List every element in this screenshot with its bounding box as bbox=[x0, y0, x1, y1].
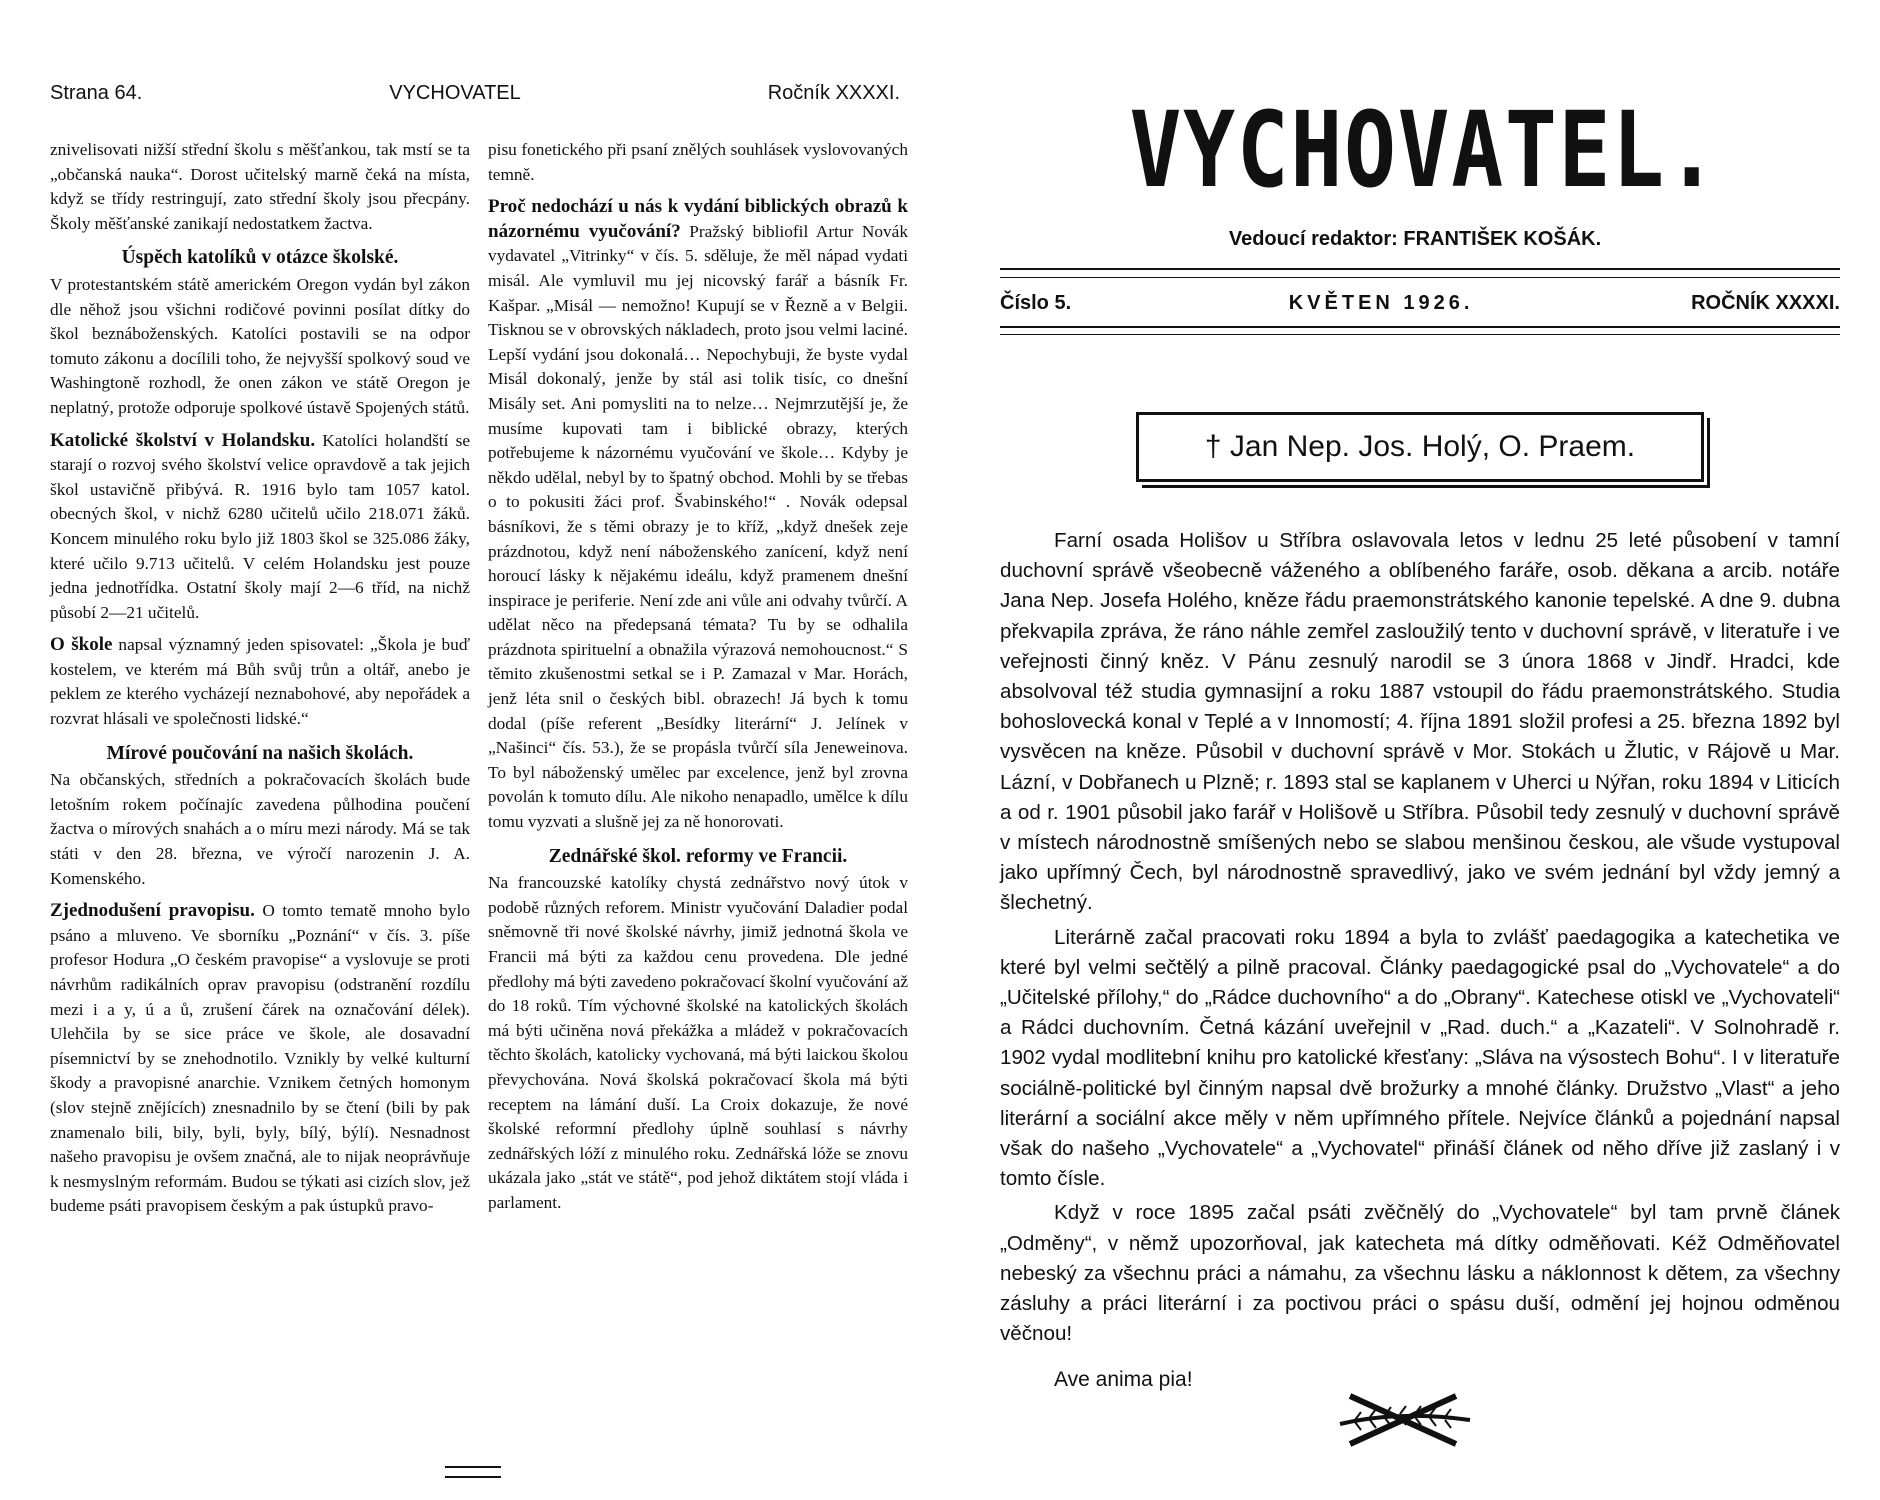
obituary-title: † Jan Nep. Jos. Holý, O. Praem. bbox=[1204, 430, 1636, 463]
article bbox=[50, 633, 470, 731]
article-heading: Mírové poučování na našich školách. bbox=[106, 742, 414, 764]
article-heading: Zjednodušení pravopisu. bbox=[50, 900, 255, 922]
obituary-paragraph: Když v roce 1895 začal psáti zvěčnělý do „Vychovatele“ byl tam prvně článek „Odměny“, v němž upozorňoval, jak katecheta má dítky odměňovati. Kéž Odměňovatel nebeský za všechnu práci a námahu, za všechnu lásku a náklonnost k dětem, za všechny zásluhy a práci literární i za poctivou práci o spásu duší, odmění jej hojnou odměnou věčnou! bbox=[1000, 1201, 1840, 1346]
article-heading: O škole bbox=[50, 634, 113, 656]
rule bbox=[1000, 277, 1840, 278]
issue-line bbox=[1000, 292, 1840, 315]
article-text: Na občanských, středních a pokračovacích školách bude letošním rokem počínajíc zavedena půlhodina poučení žactva o mírových snahách a o míru mezi národy. Má se tak státi v den 28. března, ve výročí narozenin J. A. Komenského. bbox=[50, 770, 470, 888]
rule bbox=[1000, 334, 1840, 335]
masthead: VYCHOVATEL. bbox=[1129, 89, 1720, 211]
column-1 bbox=[50, 138, 470, 1219]
palm-cross-ornament-icon bbox=[1330, 1390, 1480, 1452]
page-number: Strana 64. bbox=[50, 82, 143, 104]
article-text: Pražský bibliofil Artur Novák vydavatel „Vitrinky“ v čís. 5. sděluje, že měl nápad vydati misál. Ale vymluvil mu jej nicovský farář a básník Fr. Kašpar. „Misál — nemožno! Kupují se v Řezně a v Belgii. Tisknou se v obrovských nákladech, proto jsou velmi laciné. Lepší vydání jsou dokonalá… Nepochybuji, že byste vydal Misál dokonalý, jenže by stál asi tolik tisíc, co dnešní Misály set. Ani pomysliti na to nelze… Nejmrzutější je, že musíme kupovati tam i biblické obrazy, kterých potřebujeme k názornému vyučování ve škole… Kdyby je někdo udělal, nebyl by to špatný obchod. Mohli by se třebas o to pokusiti žáci prof. Švabinského!“ . Novák odepsal básníkovi, že s těmi obrazy je to kříž, „když dnešek zeje prázdnotou, když není náboženského zanícení, když není horoucí lásky k nějakému ideálu, když pramenem dnešní inspirace je periferie. Není zde ani vůle ani odvahy tvůrčí. A udělat něco na předepsaná témata? Tu by se odhalila prázdnota spirituelní a obnažila výrazová nemohoucnost.“ S těmito zkušenostmi setkal se i P. Zamazal v Mar. Horách, jenž léta snil o českých bibl. obrazech! Já bych k tomu dodal (píše referent „Besídky literární“ J. Jelínek v „Našinci“ čís. 53.), že se propásla tvůrčí síla Jeneweinova. To byl náboženský umělec par excelence, jenž byl zrovna povolán k tomuto dílu. Ale nikoho nenapadlo, umělce k dílu tomu vyzvati a slušně jej za ně honorovati. bbox=[488, 221, 908, 832]
article bbox=[50, 899, 470, 1219]
volume-label: Ročník XXXXI. bbox=[767, 82, 900, 104]
rule bbox=[1000, 326, 1840, 328]
article bbox=[50, 429, 470, 626]
article-text: V protestantském státě americkém Oregon vydán byl zákon dle něhož jsou všichni rodičové povinni posílat dítky do škol beznáboženských. Katolíci postavili se na odpor tomuto zákonu a docílili toho, že nejvyšší spolkový soud ve Washingtoně rozhodl, že onen zákon ve státě Oregon je neplatný, protože odporuje spolkové ústavě Spojených států. bbox=[50, 274, 470, 417]
article-heading: Zednářské škol. reformy ve Francii. bbox=[548, 845, 848, 867]
article-text: napsal významný jeden spisovatel: „Škola je buď kostelem, ve kterém má Bůh svůj trůn a oltář, anebo je peklem ze kterého vycházejí neznabohové, aby nepořádek a rozvrat hlásali ve společnosti lidské.“ bbox=[50, 635, 470, 729]
issue-volume: ROČNÍK XXXXI. bbox=[1691, 292, 1840, 314]
obituary-paragraph: Literárně začal pracovati roku 1894 a byla to zvlášť paedagogika a katechetika ve které byl velmi sečtělý a pilně pracoval. Články paedagogické psal do „Vychovatele“ a do „Učitelské přílohy,“ do „Rádce duchovního“ a do „Obrany“. Katechese otiskl ve „Vychovateli“ a Rádci duchovním. Četná kázání uveřejnil v „Rad. duch.“ a „Kazateli“. V Solnohradě r. 1902 vydal modlitební knihu pro katolické křesťany: „Sláva na výsostech Bohu“. I v literatuře sociálně-politické byl činným napsal dvě brožurky a mnohé články. Družstvo „Vlast“ a jeho literární a sociální akce měly v něm upřímného přítele. Nejvíce článků a pojednání napsal však do našeho „Vychovatele“ a „Vychovatel“ přináší článek od něho dříve již zaslaný i v tomto čísle. bbox=[1000, 925, 1840, 1191]
obituary-body bbox=[1000, 526, 1840, 1349]
article-text: pisu fonetického při psaní znělých souhlásek vyslovovaných temně. bbox=[488, 140, 908, 184]
rule bbox=[1000, 268, 1840, 270]
article-heading: Proč nedochází u nás k vydání biblických obrazů k názornému vyučování? bbox=[488, 196, 908, 242]
running-head bbox=[50, 82, 900, 105]
article-text: znivelisovati nižší střední školu s měšťankou, tak mstí se ta „občanská nauka“. Dorost učitelský marně čeká na místa, když se třídy restringují, zato střední školy jsou přecpány. Školy měšťanské zanikají nedostatkem žactva. bbox=[50, 140, 470, 233]
column-2 bbox=[488, 138, 908, 1216]
closing-line: Ave anima pia! bbox=[1054, 1368, 1193, 1391]
article bbox=[488, 195, 908, 834]
end-rule bbox=[445, 1466, 501, 1478]
journal-title: VYCHOVATEL bbox=[389, 82, 521, 104]
obituary-title-box bbox=[1136, 412, 1704, 482]
article-heading: Úspěch katolíků v otázce školské. bbox=[121, 247, 399, 269]
article-text: O tomto tematě mnoho bylo psáno a mluveno. Ve sborníku „Poznání“ v čís. 3. píše profesor Hodura „O českém pravopise“ a vyslovuje se proti návrhům radikálních oprav pravopisu (odstranění rozdílu mezi i a y, ú a ů, zrušení čárek na označování délek). Ulehčila by se sice práce ve škole, ale dosavadní písemnictví by se znehodnotilo. Vznikly by velké kulturní škody a pravopisné anarchie. Vznikem četných homonym (slov stejně znějících) znesnadnilo by se čtení (bili by pak znamenalo bili, bily, byli, byly, bílý, býlí). Nesnadnost našeho pravopisu je ovšem značná, ale to nijak neoprávňuje k nesmyslným reformám. Budou se týkati asi cizích slov, jež budeme psáti pravopisem českým a pak ústupků pravo- bbox=[50, 901, 470, 1216]
article-heading: Katolické školství v Holandsku. bbox=[50, 429, 316, 451]
editor-line: Vedoucí redaktor: FRANTIŠEK KOŠÁK. bbox=[1228, 228, 1602, 250]
article-text: Katolíci holandští se starají o rozvoj svého školství velice opravdově a tak jejich škol ustavičně přibývá. R. 1916 bylo tam 1057 katol. obecných škol, v nichž 6280 učitelů učilo 218.071 žáků. Koncem minulého roku bylo již 1803 škol se 325.086 žáky, které učilo 9.713 učitelů. V celém Holandsku jest pouze jedna jednotřídka. Ostatní školy mají 2—6 tříd, na nichž působí 2—21 učitelů. bbox=[50, 430, 471, 622]
article-text: Na francouzské katolíky chystá zednářstvo nový útok v podobě různých reforem. Ministr vyučování Daladier podal sněmovně tři nové školské návrhy, jimiž jednotná škola ve Francii má býti za každou cenu provedena. Dle jedné předlohy má býti zavedeno pokračovací školní vyučování až do 18 roků. Tím výchovné školské na katolických školách má býti učiněna nová překážka a mládež v pokračovacích těchto školách, katolicky vychovaná, má býti laickou školou převychována. Nová školská pokračovací škola má býti receptem na lámání duší. La Croix dokazuje, že nové školské reformní předlohy úplně souhlasí s návrhy zednářských lóží z minulého roku. Zednářská lóže se znovu ukázala jako „stát ve státě“, pod jehož diktátem stojí vláda i parlament. bbox=[488, 873, 908, 1212]
issue-number: Číslo 5. bbox=[1000, 292, 1072, 314]
obituary-paragraph: Farní osada Holišov u Stříbra oslavovala letos v lednu 25 leté působení v tamní duchovní správě všeobecně váženého a oblíbeného faráře, osob. děkana a arcib. notáře Jana Nep. Josefa Holého, kněze řádu praemonstrátského kanonie tepelské. A dne 9. dubna překvapila zpráva, že ráno náhle zemřel zasloužilý tento v duchovní správě, v literatuře i ve veřejnosti činný kněz. V Pánu zesnulý narodil se 3 února 1868 v Jindř. Hradci, kde absolvoval též studia gymnasijní a roku 1887 vstoupil do řádu praemonstrátského. Studia bohoslovecká konal v Teplé a v Innomostí; 4. října 1891 složil profesi a 25. března 1892 byl vysvěcen na kněze. Působil v duchovní správě v Mor. Stokách u Žlutic, v Rájově u Mar. Lázní, v Dobřanech u Plzně; r. 1893 stal se kaplanem v Uherci u Nýřan, roku 1894 v Liticích a od r. 1901 působil jako farář v Holišově u Stříbra. Působil tedy zesnulý v duchovní správě v místech národnostně smíšených nebo se slabou menšinou českou, ale všude vystupoval jako upřímný Čech, byl národnostně spravedlivý, jako ve svém jednání byl vždy jemný a šlechetný. bbox=[1000, 529, 1840, 915]
right-page bbox=[960, 0, 1880, 1500]
issue-date: KVĚTEN 1926. bbox=[1288, 292, 1474, 314]
